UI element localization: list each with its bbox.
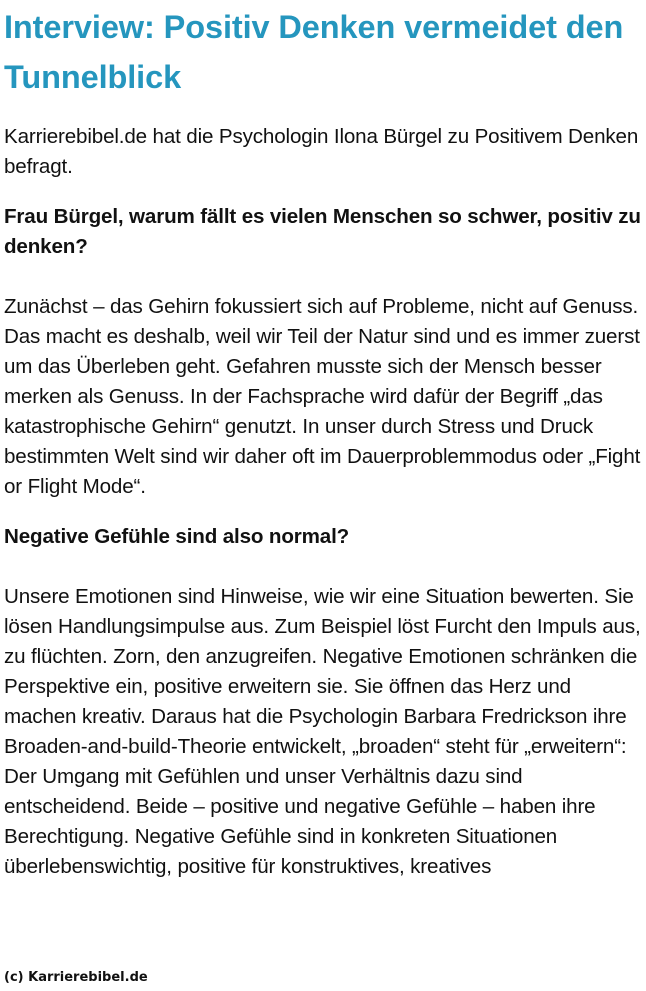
article-body [4, 0, 644, 882]
interview-answer-1: Zunächst – das Gehirn fokussiert sich auf Probleme, nicht auf Genuss. Das macht es deshalb, weil wir Teil der Natur sind und es immer zuerst um das Überleben geht. Gefahren musste sich der Mensch besser merken als Genuss. In der Fachsprache wird dafür der Begriff „das katastrophische Gehirn“ genutzt. In unser durch Stress und Druck bestimmten Welt sind wir daher oft im Dauerproblemmodus oder „Fight or Flight Mode“. [4, 295, 641, 498]
interview-question-2: Negative Gefühle sind also normal? [4, 525, 350, 548]
article-intro: Karrierebibel.de hat die Psychologin Ilona Bürgel zu Positivem Denken befragt. [4, 125, 639, 178]
interview-answer-2: Unsere Emotionen sind Hinweise, wie wir eine Situation bewerten. Sie lösen Handlungsimpulse aus. Zum Beispiel löst Furcht den Impuls aus, zu flüchten. Zorn, den anzugreifen. Negative Emotionen schränken die Perspektive ein, positive erweitern sie. Sie öffnen das Herz und machen kreativ. Daraus hat die Psychologin Barbara Fredrickson ihre Broaden-and-build-Theorie entwickelt, „broaden“ steht für „erweitern“: Der Umgang mit Gefühlen und unser Verhältnis dazu sind entscheidend. Beide – positive und negative Gefühle – haben ihre Berechtigung. Negative Gefühle sind in konkreten Situationen überlebenswichtig, positive für konstruktives, kreatives [4, 585, 641, 878]
interview-question-1: Frau Bürgel, warum fällt es vielen Menschen so schwer, positiv zu denken? [4, 205, 641, 258]
article-title: Interview: Positiv Denken vermeidet den Tunnelblick [4, 9, 624, 95]
copyright-footer: (c) Karrierebibel.de [4, 970, 148, 985]
